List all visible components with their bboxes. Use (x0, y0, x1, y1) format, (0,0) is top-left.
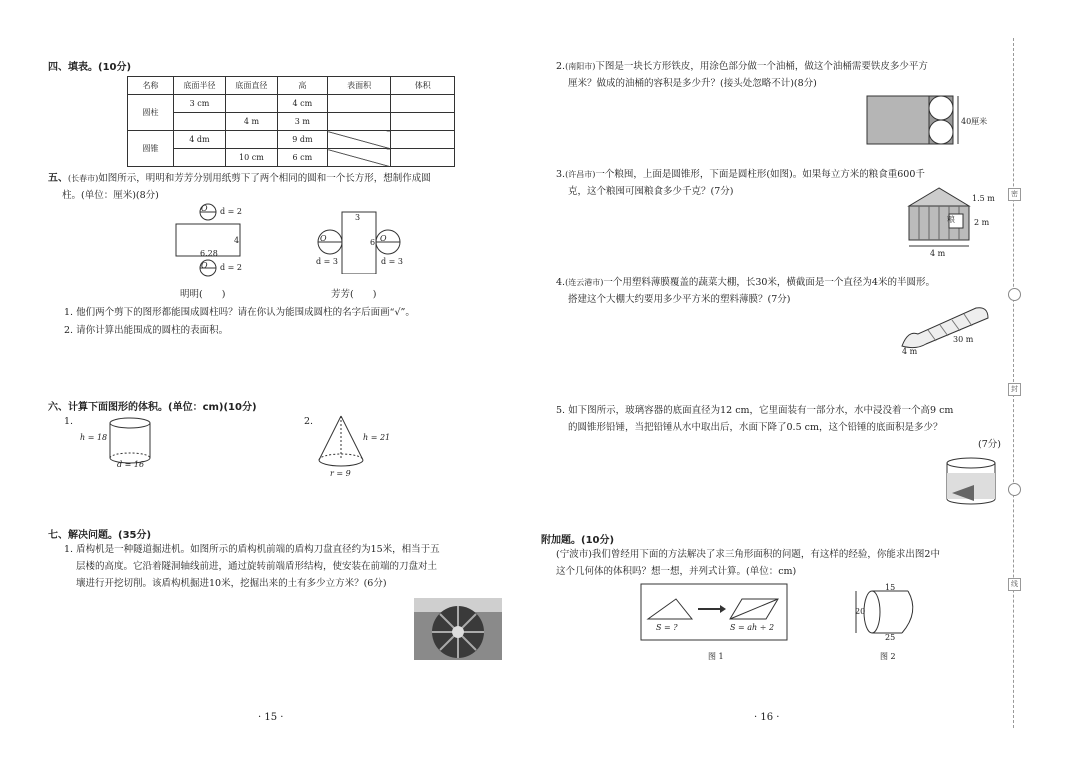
cone-h: h = 21 (363, 433, 391, 442)
sec5-q2: 2. 请你计算出能围成的圆柱的表面积。 (64, 325, 229, 336)
answer-cell[interactable] (391, 95, 455, 113)
cell: 9 dm (277, 131, 327, 149)
th-surface: 表面积 (327, 77, 391, 95)
extra-text: (宁波市)我们曾经用下面的方法解决了求三角形面积的问题，有这样的经验，你能求出图2中 这个几何体的体积吗？想一想，并列式计算。(单位：cm) (556, 549, 940, 577)
dim-4m: 4 m (902, 347, 918, 356)
fill-table (127, 76, 455, 167)
cylinder-figure (105, 416, 155, 466)
s-unknown: S = ? (656, 623, 678, 632)
answer-cell[interactable] (327, 95, 391, 113)
label-o: O (201, 261, 208, 270)
q4-text: 4.(连云港市)一个用塑料薄膜覆盖的蔬菜大棚，长30米，横截面是一个直径为4米的半圆形。 搭建这个大棚大约要用多少平方米的塑料薄膜？(7分) (556, 277, 935, 305)
label-o: O (380, 234, 387, 243)
cell: 10 cm (225, 149, 277, 167)
caption-figure2: 图 2 (880, 652, 896, 661)
label-o: O (201, 204, 208, 213)
dim-2m: 2 m (974, 218, 990, 227)
dim-40cm: 40厘米 (961, 117, 988, 126)
th-volume: 体积 (391, 77, 455, 95)
caption-figure1: 图 1 (708, 652, 724, 661)
q5-text: 5. 如下图所示，玻璃容器的底面直径为12 cm，它里面装有一部分水，水中浸没着一个高9 cm 的圆锥形铅锤，当把铅锤从水中取出后，水面下降了0.5 cm，这个铅锤的底面积是多少？ (7分) (556, 405, 1001, 450)
label-bottom: 6.28 (200, 249, 218, 258)
dim-20: 20 (855, 607, 866, 616)
cone-figure (316, 412, 366, 470)
binding-char: 封 (1008, 383, 1021, 396)
slashed-cell (327, 131, 391, 149)
section4-title: 四、填表。(10分) (48, 62, 132, 73)
cell: 3 cm (174, 95, 226, 113)
dim-30m: 30 m (953, 335, 974, 344)
s-formula: S = ah ÷ 2 (730, 623, 775, 632)
mingming-caption[interactable]: 明明( ) (180, 289, 226, 300)
cell (174, 149, 226, 167)
glass-container-figure (944, 455, 998, 507)
fangfang-caption[interactable]: 芳芳( ) (331, 289, 377, 300)
label-d-bottom: d = 2 (220, 263, 242, 272)
page-number-left: · 15 · (258, 712, 284, 723)
cell: 6 cm (277, 149, 327, 167)
label-o: O (320, 234, 327, 243)
extra-title: 附加题。(10分) (541, 535, 615, 546)
answer-cell[interactable] (391, 149, 455, 167)
cell (225, 95, 277, 113)
label-side: 4 (234, 236, 240, 245)
row-cylinder-name: 圆柱 (128, 95, 174, 131)
cell: 3 m (277, 113, 327, 131)
th-diameter: 底面直径 (225, 77, 277, 95)
answer-cell[interactable] (391, 113, 455, 131)
label-top: 3 (355, 213, 361, 222)
sec6-n2: 2. (304, 416, 314, 427)
binding-hole (1008, 483, 1021, 496)
figure1-triangle (640, 583, 790, 643)
cell: 4 cm (277, 95, 327, 113)
cylinder-h: h = 18 (80, 433, 108, 442)
page-number-right: · 16 · (754, 712, 780, 723)
answer-cell[interactable] (327, 113, 391, 131)
th-height: 高 (277, 77, 327, 95)
q3-text: 3.(许昌市)一个粮囤，上面是圆锥形，下面是圆柱形(如图)。如果每立方米的粮食重600千 克，这个粮囤可囤粮食多少千克？(7分) (556, 169, 925, 197)
granary-sign: 粮 (947, 215, 955, 224)
section6-title: 六、计算下面图形的体积。(单位：cm)(10分) (48, 402, 257, 413)
th-radius: 底面半径 (174, 77, 226, 95)
answer-cell[interactable] (391, 131, 455, 149)
greenhouse-figure (898, 300, 993, 354)
dim-15: 15 (885, 583, 896, 592)
dim-1-5m: 1.5 m (972, 194, 995, 203)
granary-figure (905, 186, 975, 250)
label-side: 6 (370, 238, 376, 247)
binding-char: 密 (1008, 188, 1021, 201)
dim-4m: 4 m (930, 249, 946, 258)
cell: 4 m (225, 113, 277, 131)
q2-text: 2.(南阳市)下图是一块长方形铁皮，用涂色部分做一个油桶，做这个油桶需要铁皮多少平方 厘米？做成的油桶的容积是多少升？(接头处忽略不计)(8分) (556, 61, 928, 89)
cell: 4 dm (174, 131, 226, 149)
label-d-left: d = 3 (316, 257, 338, 266)
cylinder-d: d = 16 (117, 460, 145, 469)
sec7-q1: 1. 盾构机是一种隧道掘进机。如图所示的盾构机前端的盾构刀盘直径约为15米，相当于五 层楼的高度。它沿着隧洞轴线前进，通过旋转前端盾形结构，使安装在前端的刀盘对土 壤进行开挖切削。该盾构机掘进10米，挖掘出来的土有多少立方米？(6分) (64, 544, 440, 589)
cell (225, 131, 277, 149)
binding-char: 线 (1008, 578, 1021, 591)
th-name: 名称 (128, 77, 174, 95)
iron-sheet-figure (866, 94, 962, 146)
mingming-figure (168, 200, 268, 282)
label-d-top: d = 2 (220, 207, 242, 216)
binding-hole (1008, 288, 1021, 301)
slashed-cell (327, 149, 391, 167)
tunnel-boring-machine-photo (414, 598, 502, 660)
cell (174, 113, 226, 131)
section7-title: 七、解决问题。(35分) (48, 530, 152, 541)
sec6-n1: 1. (64, 416, 74, 427)
label-d-right: d = 3 (381, 257, 403, 266)
dim-25: 25 (885, 633, 896, 642)
section5-text: 五、(长春市)如图所示，明明和芳芳分别用纸剪下了两个相同的圆和一个长方形，想制作成圆 柱。(单位：厘米)(8分) (48, 173, 431, 201)
row-cone-name: 圆锥 (128, 131, 174, 167)
cone-r: r = 9 (330, 469, 351, 478)
sec5-q1: 1. 他们两个剪下的图形都能围成圆柱吗？请在你认为能围成圆柱的名字后面画“√”。 (64, 307, 415, 318)
